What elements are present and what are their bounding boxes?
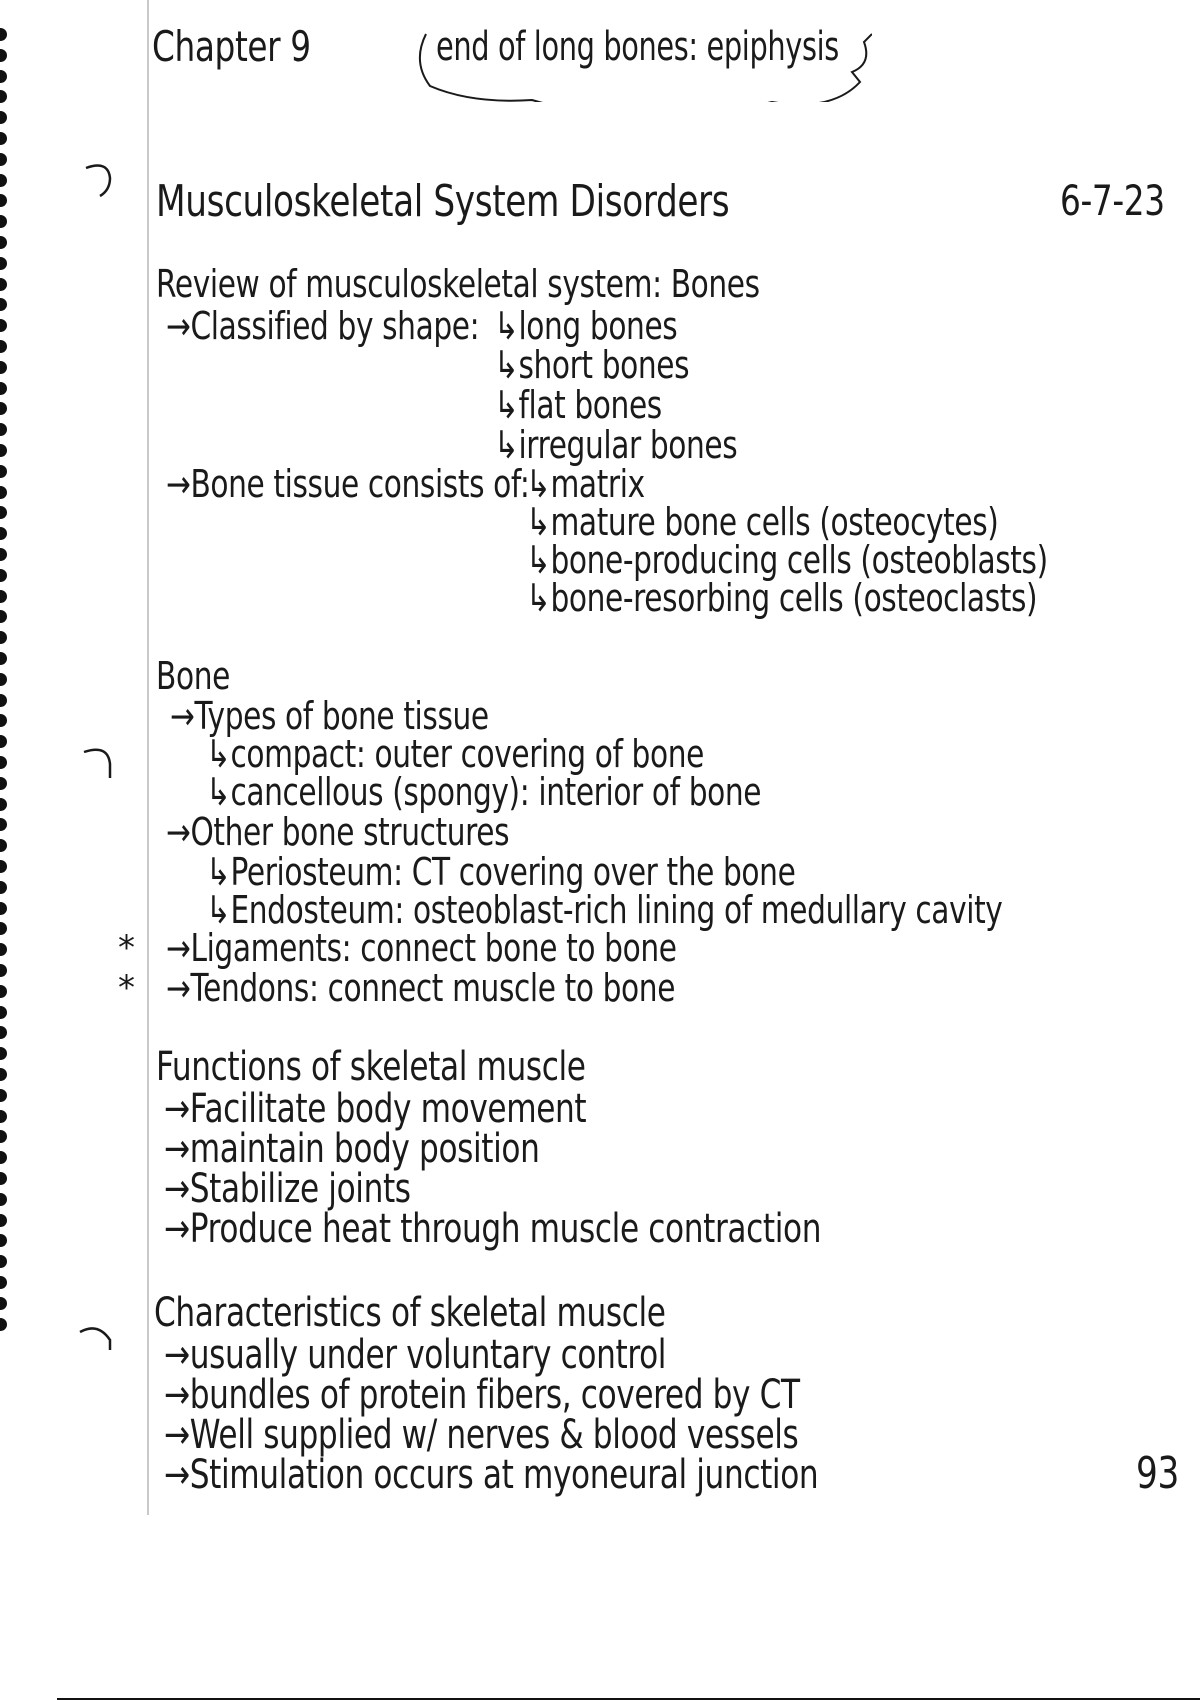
spiral-ring: [0, 902, 7, 915]
chapter-label: Chapter 9: [152, 22, 311, 71]
bubble-note: end of long bones: epiphysis: [436, 24, 839, 70]
hook-arrow-icon: ↳: [206, 888, 231, 932]
bone-endosteum: Endosteum: osteoblast-rich lining of medullary cavity: [230, 888, 1003, 932]
spiral-ring: [0, 49, 7, 62]
shape-lead: Classified by shape:: [190, 304, 480, 348]
spiral-ring: [0, 506, 7, 519]
spiral-ring: [0, 402, 7, 415]
hook-arrow-icon: ↳: [494, 304, 519, 348]
hook-arrow-icon: ↳: [206, 850, 231, 894]
arrow-icon: →: [166, 462, 191, 506]
spiral-ring: [0, 1276, 7, 1289]
spiral-ring: [0, 28, 7, 41]
review-heading: Review of musculoskeletal system: Bones: [156, 262, 760, 306]
spiral-ring: [0, 236, 7, 249]
list-item: [494, 383, 662, 427]
list-item: [494, 304, 677, 348]
spiral-ring: [0, 1026, 7, 1039]
characteristic-item: usually under voluntary control: [189, 1332, 667, 1378]
arrow-icon: →: [164, 1206, 190, 1252]
spiral-ring: [0, 798, 7, 811]
hook-arrow-icon: ↳: [494, 383, 519, 427]
spiral-ring: [0, 714, 7, 727]
bone-tendons: Tendons: connect muscle to bone: [190, 966, 676, 1010]
spiral-ring: [0, 1151, 7, 1164]
spiral-ring: [0, 319, 7, 332]
bone-compact: compact: outer covering of bone: [230, 732, 704, 776]
spiral-ring: [0, 1089, 7, 1102]
shape-item: irregular bones: [518, 423, 738, 467]
spiral-ring: [0, 1318, 7, 1331]
list-item: [494, 343, 689, 387]
spiral-binding: [0, 0, 12, 1340]
spiral-ring: [0, 1130, 7, 1143]
spiral-ring: [0, 673, 7, 686]
spiral-ring: [0, 694, 7, 707]
spiral-ring: [0, 486, 7, 499]
characteristic-item: Stimulation occurs at myoneural junction: [189, 1452, 819, 1498]
list-item: [164, 1206, 821, 1252]
spiral-ring: [0, 1068, 7, 1081]
page-number: 93: [1136, 1448, 1179, 1499]
list-item: [494, 423, 737, 467]
arrow-icon: →: [164, 1332, 190, 1378]
spiral-ring: [0, 943, 7, 956]
ligaments-line: [166, 926, 677, 970]
spiral-ring: [0, 1214, 7, 1227]
function-item: Facilitate body movement: [189, 1086, 587, 1132]
arrow-icon: →: [170, 694, 195, 738]
spiral-ring: [0, 382, 7, 395]
spiral-ring: [0, 777, 7, 790]
spiral-ring: [0, 756, 7, 769]
spiral-ring: [0, 590, 7, 603]
tendons-line: [166, 966, 675, 1010]
arrow-icon: →: [164, 1452, 190, 1498]
spiral-ring: [0, 444, 7, 457]
margin-curl-mark: [76, 1318, 116, 1358]
spiral-ring: [0, 985, 7, 998]
spiral-ring: [0, 340, 7, 353]
list-item: [164, 1452, 818, 1498]
spiral-ring: [0, 1234, 7, 1247]
arrow-icon: →: [164, 1166, 190, 1212]
hook-arrow-icon: ↳: [526, 576, 551, 620]
page-title: Musculoskeletal System Disorders: [156, 176, 730, 227]
spiral-ring: [0, 610, 7, 623]
bone-other-label: Other bone structures: [190, 810, 510, 854]
spiral-ring: [0, 465, 7, 478]
spiral-ring: [0, 922, 7, 935]
spiral-ring: [0, 132, 7, 145]
spiral-ring: [0, 174, 7, 187]
arrow-icon: →: [164, 1126, 190, 1172]
tissue-lead: Bone tissue consists of:: [190, 462, 530, 506]
spiral-ring: [0, 631, 7, 644]
function-item: Produce heat through muscle contraction: [189, 1206, 822, 1252]
spiral-ring: [0, 1255, 7, 1268]
spiral-ring: [0, 1047, 7, 1060]
bone-heading: Bone: [156, 654, 230, 698]
characteristic-item: Well supplied w/ nerves & blood vessels: [189, 1412, 799, 1458]
bone-ligaments: Ligaments: connect bone to bone: [190, 926, 677, 970]
shape-item: long bones: [518, 304, 678, 348]
spiral-ring: [0, 881, 7, 894]
arrow-icon: →: [166, 304, 191, 348]
arrow-icon: →: [166, 926, 191, 970]
margin-curl-mark: [80, 744, 116, 784]
bone-other-line: [166, 810, 509, 854]
spiral-ring: [0, 257, 7, 270]
margin-line: [147, 0, 149, 1515]
spiral-ring: [0, 298, 7, 311]
tissue-item: bone-resorbing cells (osteoclasts): [550, 576, 1038, 620]
spiral-ring: [0, 215, 7, 228]
spiral-ring: [0, 1193, 7, 1206]
spiral-ring: [0, 1172, 7, 1185]
spiral-ring: [0, 361, 7, 374]
spiral-ring: [0, 70, 7, 83]
hook-arrow-icon: ↳: [206, 732, 231, 776]
spiral-ring: [0, 527, 7, 540]
shape-item: short bones: [518, 343, 690, 387]
spiral-ring: [0, 735, 7, 748]
spiral-ring: [0, 111, 7, 124]
list-item: [526, 576, 1037, 620]
margin-curl-mark: [82, 160, 116, 200]
spiral-ring: [0, 1006, 7, 1019]
hook-arrow-icon: ↳: [206, 770, 231, 814]
star-mark: *: [118, 968, 135, 1008]
date-label: 6-7-23: [1060, 176, 1165, 225]
hook-arrow-icon: ↳: [526, 538, 551, 582]
function-item: maintain body position: [189, 1126, 540, 1172]
tissue-line: [166, 462, 530, 506]
characteristics-heading: Characteristics of skeletal muscle: [154, 1290, 666, 1336]
arrow-icon: →: [164, 1412, 190, 1458]
spiral-ring: [0, 423, 7, 436]
function-item: Stabilize joints: [189, 1166, 411, 1212]
tissue-item: matrix: [550, 462, 645, 506]
arrow-icon: →: [164, 1086, 190, 1132]
arrow-icon: →: [166, 810, 191, 854]
spiral-ring: [0, 1110, 7, 1123]
bone-cancellous: cancellous (spongy): interior of bone: [230, 770, 762, 814]
arrow-icon: →: [164, 1372, 190, 1418]
hook-arrow-icon: ↳: [526, 500, 551, 544]
characteristic-item: bundles of protein fibers, covered by CT: [189, 1372, 800, 1418]
functions-heading: Functions of skeletal muscle: [156, 1044, 586, 1090]
spiral-ring: [0, 153, 7, 166]
spiral-ring: [0, 1297, 7, 1310]
spiral-ring: [0, 569, 7, 582]
hook-arrow-icon: ↳: [494, 343, 519, 387]
spiral-ring: [0, 839, 7, 852]
spiral-ring: [0, 194, 7, 207]
spiral-ring: [0, 278, 7, 291]
spiral-ring: [0, 860, 7, 873]
tissue-item: bone-producing cells (osteoblasts): [550, 538, 1048, 582]
bone-periosteum: Periosteum: CT covering over the bone: [230, 850, 796, 894]
bone-types-label: Types of bone tissue: [194, 694, 489, 738]
hook-arrow-icon: ↳: [494, 423, 519, 467]
tissue-item: mature bone cells (osteocytes): [550, 500, 999, 544]
shape-line: [166, 304, 479, 348]
list-item: [206, 770, 761, 814]
spiral-ring: [0, 90, 7, 103]
spiral-ring: [0, 818, 7, 831]
shape-item: flat bones: [518, 383, 662, 427]
spiral-ring: [0, 652, 7, 665]
arrow-icon: →: [166, 966, 191, 1010]
hook-arrow-icon: ↳: [526, 462, 551, 506]
spiral-ring: [0, 964, 7, 977]
star-mark: *: [118, 928, 135, 968]
spiral-ring: [0, 548, 7, 561]
